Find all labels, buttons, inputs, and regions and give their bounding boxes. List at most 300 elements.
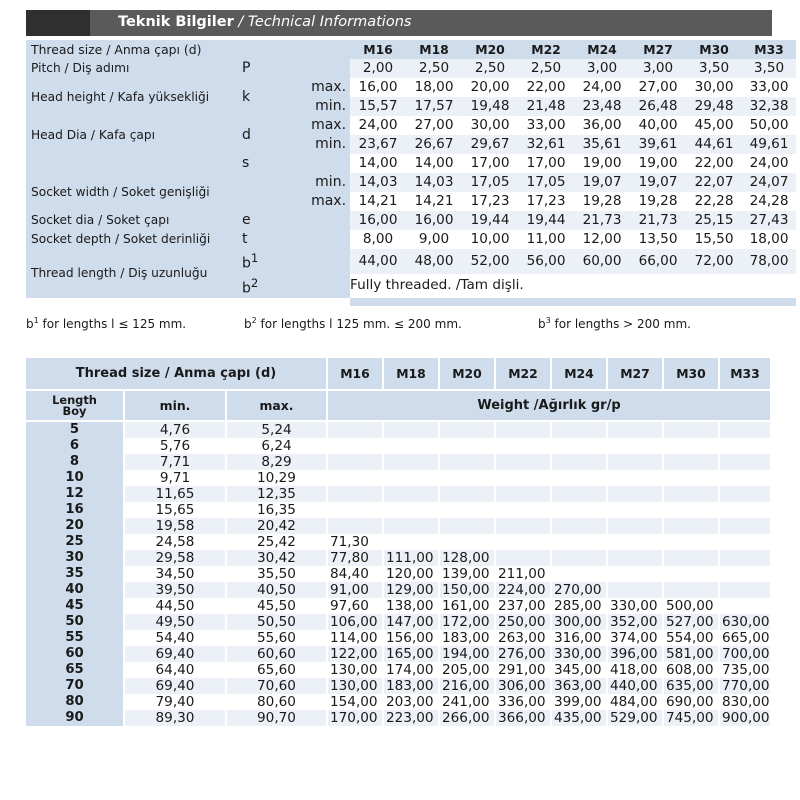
spec-header-row — [26, 40, 796, 59]
head-height-max-row-value: 33,00 — [742, 78, 796, 97]
weight-value: 291,00 — [496, 662, 552, 678]
pitch-row-value: 2,50 — [406, 59, 462, 78]
weight-value: 174,00 — [384, 662, 440, 678]
weight-value: 554,00 — [664, 630, 720, 646]
socket-dia-row-label: Socket dia / Soket çapı — [26, 211, 242, 230]
weight-value — [608, 582, 664, 598]
weight-value — [664, 566, 720, 582]
footnote-b1-text: for lengths l ≤ 125 mm. — [38, 317, 187, 331]
socket-width-min-row-value: 14,03 — [350, 173, 406, 192]
weight-value: 111,00 — [384, 550, 440, 566]
length-min: 69,40 — [125, 678, 227, 694]
socket-dia-row-value: 16,00 — [406, 211, 462, 230]
head-dia-min-row-value: 39,61 — [630, 135, 686, 154]
weight-row — [26, 502, 772, 518]
weight-value: 581,00 — [664, 646, 720, 662]
head-height-min-row-value: 15,57 — [350, 97, 406, 116]
weight-value — [720, 438, 772, 454]
socket-depth-row — [26, 230, 796, 249]
spacer-cell — [26, 298, 350, 306]
length-value: 16 — [26, 502, 125, 518]
weight-value: 363,00 — [552, 678, 608, 694]
socket-width-min-row-value: 22,07 — [686, 173, 742, 192]
thread-length-b2-row-symbol-base: b — [242, 280, 251, 297]
head-dia-min-row-value: 32,61 — [518, 135, 574, 154]
thread-length-b1-row-symbol — [242, 249, 272, 274]
spec-bottom-spacer — [26, 298, 796, 306]
thread-length-b1-row-value: 52,00 — [462, 249, 518, 274]
head-dia-min-row-value: 26,67 — [406, 135, 462, 154]
length-min: 15,65 — [125, 502, 227, 518]
length-value: 35 — [26, 566, 125, 582]
weight-value: 316,00 — [552, 630, 608, 646]
weight-value: 122,00 — [328, 646, 384, 662]
weight-value: 529,00 — [608, 710, 664, 726]
weight-value — [496, 438, 552, 454]
weight-value: 183,00 — [384, 678, 440, 694]
length-value: 25 — [26, 534, 125, 550]
weight-value — [720, 502, 772, 518]
socket-width-max-row-value: 22,28 — [686, 192, 742, 211]
thread-length-b1-row-value: 48,00 — [406, 249, 462, 274]
weight-value — [608, 422, 664, 438]
length-min: 29,58 — [125, 550, 227, 566]
length-max: 12,35 — [227, 486, 328, 502]
weight-value: 216,00 — [440, 678, 496, 694]
max-label: max. — [227, 391, 328, 422]
size-header: M20 — [462, 40, 518, 59]
thread-length-b1-row-label: Thread length / Diş uzunluğu — [26, 249, 242, 298]
weight-value — [384, 518, 440, 534]
thread-length-b1-row-value: 66,00 — [630, 249, 686, 274]
head-height-max-row — [26, 78, 796, 97]
weight-value — [608, 550, 664, 566]
weight-value: 330,00 — [608, 598, 664, 614]
weight-value: 527,00 — [664, 614, 720, 630]
s-row-symbol: s — [242, 154, 272, 173]
length-value: 20 — [26, 518, 125, 534]
size-header: M27 — [630, 40, 686, 59]
length-max: 10,29 — [227, 470, 328, 486]
weight-value: 300,00 — [552, 614, 608, 630]
thread-length-b1-row-value: 56,00 — [518, 249, 574, 274]
weight-value — [496, 550, 552, 566]
length-min: 64,40 — [125, 662, 227, 678]
weight-value — [720, 422, 772, 438]
weight-value: 138,00 — [384, 598, 440, 614]
head-height-max-row-value: 24,00 — [574, 78, 630, 97]
weight-value: 336,00 — [496, 694, 552, 710]
weight-row — [26, 582, 772, 598]
socket-width-max-row-value: 19,28 — [630, 192, 686, 211]
footnote-b3-symbol: b — [538, 317, 546, 331]
socket-width-min-row-value: 19,07 — [630, 173, 686, 192]
weight-value: 735,00 — [720, 662, 772, 678]
length-value: 6 — [26, 438, 125, 454]
length-max: 80,60 — [227, 694, 328, 710]
socket-width-max-row-qualifier: max. — [272, 192, 350, 211]
size-header: M27 — [608, 358, 664, 391]
weight-value — [720, 470, 772, 486]
weight-row — [26, 438, 772, 454]
weight-value: 194,00 — [440, 646, 496, 662]
weight-value — [720, 534, 772, 550]
length-min: 79,40 — [125, 694, 227, 710]
weight-value — [496, 502, 552, 518]
s-row-value: 14,00 — [350, 154, 406, 173]
weight-value: 440,00 — [608, 678, 664, 694]
head-height-max-row-label: Head height / Kafa yüksekliği — [26, 78, 242, 116]
weight-value: 170,00 — [328, 710, 384, 726]
weight-value — [552, 486, 608, 502]
weight-value: 306,00 — [496, 678, 552, 694]
length-max: 90,70 — [227, 710, 328, 726]
weight-value — [664, 454, 720, 470]
weight-value — [664, 518, 720, 534]
weight-value: 130,00 — [328, 678, 384, 694]
socket-width-max-row-value: 17,23 — [518, 192, 574, 211]
weight-value — [608, 470, 664, 486]
socket-dia-row-value: 21,73 — [574, 211, 630, 230]
weight-value: 91,00 — [328, 582, 384, 598]
head-dia-min-row-value: 44,61 — [686, 135, 742, 154]
s-row-qualifier — [272, 154, 350, 173]
weight-value: 130,00 — [328, 662, 384, 678]
size-header: M22 — [518, 40, 574, 59]
weight-value — [552, 438, 608, 454]
weight-value: 183,00 — [440, 630, 496, 646]
head-dia-min-row-value: 23,67 — [350, 135, 406, 154]
pitch-row-symbol: P — [242, 59, 272, 78]
weight-value: 224,00 — [496, 582, 552, 598]
weight-row — [26, 422, 772, 438]
weight-value: 128,00 — [440, 550, 496, 566]
head-dia-max-row-label: Head Dia / Kafa çapı — [26, 116, 242, 154]
weight-value: 211,00 — [496, 566, 552, 582]
head-dia-min-row-value: 49,61 — [742, 135, 796, 154]
length-min: 9,71 — [125, 470, 227, 486]
weight-value: 745,00 — [664, 710, 720, 726]
footnote-b1-symbol: b — [26, 317, 34, 331]
weight-row — [26, 678, 772, 694]
weight-row — [26, 598, 772, 614]
pitch-row-value: 3,50 — [686, 59, 742, 78]
s-row-value: 22,00 — [686, 154, 742, 173]
weight-value: 900,00 — [720, 710, 772, 726]
s-row-value: 19,00 — [630, 154, 686, 173]
length-max: 70,60 — [227, 678, 328, 694]
pitch-row — [26, 59, 796, 78]
length-min: 19,58 — [125, 518, 227, 534]
weight-value — [440, 534, 496, 550]
weight-value — [328, 502, 384, 518]
length-max: 8,29 — [227, 454, 328, 470]
socket-width-min-row-symbol — [242, 173, 272, 211]
weight-value: 129,00 — [384, 582, 440, 598]
weight-value: 139,00 — [440, 566, 496, 582]
weight-value — [440, 470, 496, 486]
weight-row — [26, 630, 772, 646]
weight-value: 345,00 — [552, 662, 608, 678]
weight-row — [26, 550, 772, 566]
weight-value — [552, 566, 608, 582]
weight-value — [328, 470, 384, 486]
length-max: 35,50 — [227, 566, 328, 582]
socket-depth-row-value: 11,00 — [518, 230, 574, 249]
socket-depth-row-value: 9,00 — [406, 230, 462, 249]
footnote-b2-sup: 2 — [251, 316, 257, 325]
weight-value — [384, 502, 440, 518]
weight-value — [328, 454, 384, 470]
length-min: 24,58 — [125, 534, 227, 550]
weight-value: 172,00 — [440, 614, 496, 630]
weight-value — [496, 454, 552, 470]
length-min: 44,50 — [125, 598, 227, 614]
weight-value — [720, 454, 772, 470]
weight-value — [720, 582, 772, 598]
socket-dia-row-value: 25,15 — [686, 211, 742, 230]
size-header: M24 — [574, 40, 630, 59]
socket-dia-row-value: 19,44 — [518, 211, 574, 230]
weight-table — [26, 358, 772, 726]
head-height-min-row-value: 26,48 — [630, 97, 686, 116]
section-title-bold: Teknik Bilgiler — [118, 14, 234, 30]
pitch-row-value: 3,50 — [742, 59, 796, 78]
socket-depth-row-value: 8,00 — [350, 230, 406, 249]
length-min: 54,40 — [125, 630, 227, 646]
length-max: 45,50 — [227, 598, 328, 614]
length-min: 49,50 — [125, 614, 227, 630]
size-header: M22 — [496, 358, 552, 391]
weight-value: 266,00 — [440, 710, 496, 726]
weight-value — [384, 534, 440, 550]
weight-value — [440, 518, 496, 534]
weight-row — [26, 566, 772, 582]
head-dia-max-row-value: 36,00 — [574, 116, 630, 135]
weight-value — [608, 502, 664, 518]
weight-value — [440, 502, 496, 518]
length-min: 89,30 — [125, 710, 227, 726]
length-min: 11,65 — [125, 486, 227, 502]
weight-value — [664, 470, 720, 486]
weight-value — [720, 598, 772, 614]
socket-dia-row-value: 19,44 — [462, 211, 518, 230]
length-min: 69,40 — [125, 646, 227, 662]
head-height-max-row-value: 18,00 — [406, 78, 462, 97]
weight-value: 250,00 — [496, 614, 552, 630]
length-min: 5,76 — [125, 438, 227, 454]
head-height-min-row-value: 29,48 — [686, 97, 742, 116]
socket-depth-row-value: 10,00 — [462, 230, 518, 249]
length-max: 6,24 — [227, 438, 328, 454]
length-max: 65,60 — [227, 662, 328, 678]
length-max: 60,60 — [227, 646, 328, 662]
head-height-min-row-qualifier: min. — [272, 97, 350, 116]
socket-width-min-row-value: 19,07 — [574, 173, 630, 192]
size-header: M30 — [664, 358, 720, 391]
weight-value: 77,80 — [328, 550, 384, 566]
head-height-min-row-value: 21,48 — [518, 97, 574, 116]
thread-length-b1-row-value: 78,00 — [742, 249, 796, 274]
weight-value — [720, 566, 772, 582]
weight-value: 665,00 — [720, 630, 772, 646]
weight-row — [26, 694, 772, 710]
weight-value: 205,00 — [440, 662, 496, 678]
weight-value — [720, 550, 772, 566]
s-row-value: 17,00 — [518, 154, 574, 173]
footnote-b1 — [26, 316, 186, 331]
weight-value — [384, 486, 440, 502]
weight-value: 484,00 — [608, 694, 664, 710]
head-height-min-row-value: 23,48 — [574, 97, 630, 116]
length-max: 55,60 — [227, 630, 328, 646]
socket-depth-row-value: 18,00 — [742, 230, 796, 249]
weight-value — [496, 518, 552, 534]
weight-row — [26, 614, 772, 630]
weight-value: 285,00 — [552, 598, 608, 614]
weight-value: 352,00 — [608, 614, 664, 630]
footnote-b1-sup: 1 — [33, 316, 39, 325]
footnote-b2 — [244, 316, 462, 331]
weight-value — [384, 454, 440, 470]
size-header: M18 — [406, 40, 462, 59]
weight-value — [664, 438, 720, 454]
head-dia-min-row-qualifier: min. — [272, 135, 350, 154]
head-dia-max-row-value: 33,00 — [518, 116, 574, 135]
min-label: min. — [125, 391, 227, 422]
head-dia-max-row-qualifier: max. — [272, 116, 350, 135]
socket-width-min-row-label: Socket width / Soket genişliği — [26, 173, 242, 211]
header-accent — [26, 10, 90, 36]
weight-value: 161,00 — [440, 598, 496, 614]
weight-value: 700,00 — [720, 646, 772, 662]
weight-value — [552, 518, 608, 534]
weight-value — [664, 550, 720, 566]
length-label-en: Length — [52, 392, 97, 407]
weight-value: 635,00 — [664, 678, 720, 694]
section-title — [118, 14, 411, 30]
length-min: 4,76 — [125, 422, 227, 438]
weight-value: 399,00 — [552, 694, 608, 710]
length-max: 5,24 — [227, 422, 328, 438]
weight-value: 150,00 — [440, 582, 496, 598]
thread-size-label: Thread size / Anma çapı (d) — [26, 40, 350, 59]
thread-length-b1-row-value: 44,00 — [350, 249, 406, 274]
thread-length-b1-row-symbol-sup: 1 — [250, 251, 259, 265]
weight-value: 165,00 — [384, 646, 440, 662]
pitch-row-qualifier — [272, 59, 350, 78]
weight-value — [608, 534, 664, 550]
size-header: M16 — [350, 40, 406, 59]
head-dia-max-row — [26, 116, 796, 135]
section-header — [26, 10, 772, 36]
socket-width-max-row-value: 14,21 — [406, 192, 462, 211]
spacer-cell — [350, 298, 796, 306]
head-dia-max-row-value: 50,00 — [742, 116, 796, 135]
socket-width-min-row-value: 24,07 — [742, 173, 796, 192]
weight-value — [328, 438, 384, 454]
socket-dia-row-value: 27,43 — [742, 211, 796, 230]
pitch-row-value: 2,00 — [350, 59, 406, 78]
length-value: 12 — [26, 486, 125, 502]
socket-dia-row — [26, 211, 796, 230]
weight-value — [664, 422, 720, 438]
thread-length-b2-row-qualifier — [272, 274, 350, 299]
thread-length-b2-row-symbol-sup: 2 — [250, 275, 259, 290]
head-dia-min-row-value: 29,67 — [462, 135, 518, 154]
head-height-max-row-value: 27,00 — [630, 78, 686, 97]
weight-value — [608, 486, 664, 502]
weight-value — [720, 518, 772, 534]
weight-value — [384, 422, 440, 438]
head-height-max-row-value: 16,00 — [350, 78, 406, 97]
thread-length-b2-row-symbol — [242, 274, 272, 299]
length-value: 30 — [26, 550, 125, 566]
weight-row — [26, 518, 772, 534]
weight-value: 330,00 — [552, 646, 608, 662]
size-header: M18 — [384, 358, 440, 391]
weight-value — [440, 454, 496, 470]
length-value: 40 — [26, 582, 125, 598]
socket-depth-row-value: 15,50 — [686, 230, 742, 249]
pitch-row-value: 3,00 — [630, 59, 686, 78]
thread-length-b1-row-qualifier — [272, 249, 350, 274]
head-dia-max-row-value: 45,00 — [686, 116, 742, 135]
weight-value: 690,00 — [664, 694, 720, 710]
length-value: 60 — [26, 646, 125, 662]
length-max: 30,42 — [227, 550, 328, 566]
socket-depth-row-qualifier — [272, 230, 350, 249]
length-label-tr: Boy — [62, 403, 87, 418]
length-min: 34,50 — [125, 566, 227, 582]
socket-width-max-row-value: 14,21 — [350, 192, 406, 211]
length-label — [26, 391, 125, 422]
weight-value — [552, 422, 608, 438]
length-max: 40,50 — [227, 582, 328, 598]
head-dia-max-row-value: 40,00 — [630, 116, 686, 135]
head-dia-min-row-value: 35,61 — [574, 135, 630, 154]
socket-width-max-row-value: 17,23 — [462, 192, 518, 211]
weight-value: 608,00 — [664, 662, 720, 678]
head-dia-max-row-value: 24,00 — [350, 116, 406, 135]
weight-value: 435,00 — [552, 710, 608, 726]
length-min: 39,50 — [125, 582, 227, 598]
thread-length-b1-row-value: 60,00 — [574, 249, 630, 274]
weight-value — [664, 582, 720, 598]
weight-value: 97,60 — [328, 598, 384, 614]
length-value: 65 — [26, 662, 125, 678]
weight-value: 374,00 — [608, 630, 664, 646]
pitch-row-value: 2,50 — [518, 59, 574, 78]
size-header: M16 — [328, 358, 384, 391]
thread-length-b1-row — [26, 249, 796, 274]
weight-value: 241,00 — [440, 694, 496, 710]
weight-value — [440, 438, 496, 454]
weight-value — [496, 470, 552, 486]
weight-value — [328, 486, 384, 502]
weight-value: 500,00 — [664, 598, 720, 614]
weight-row — [26, 662, 772, 678]
weight-value: 418,00 — [608, 662, 664, 678]
head-height-max-row-symbol: k — [242, 78, 272, 116]
length-max: 50,50 — [227, 614, 328, 630]
head-dia-max-row-value: 27,00 — [406, 116, 462, 135]
pitch-row-value: 2,50 — [462, 59, 518, 78]
weight-value — [608, 518, 664, 534]
length-value: 45 — [26, 598, 125, 614]
technical-spec-table — [26, 40, 796, 306]
weight-value: 630,00 — [720, 614, 772, 630]
